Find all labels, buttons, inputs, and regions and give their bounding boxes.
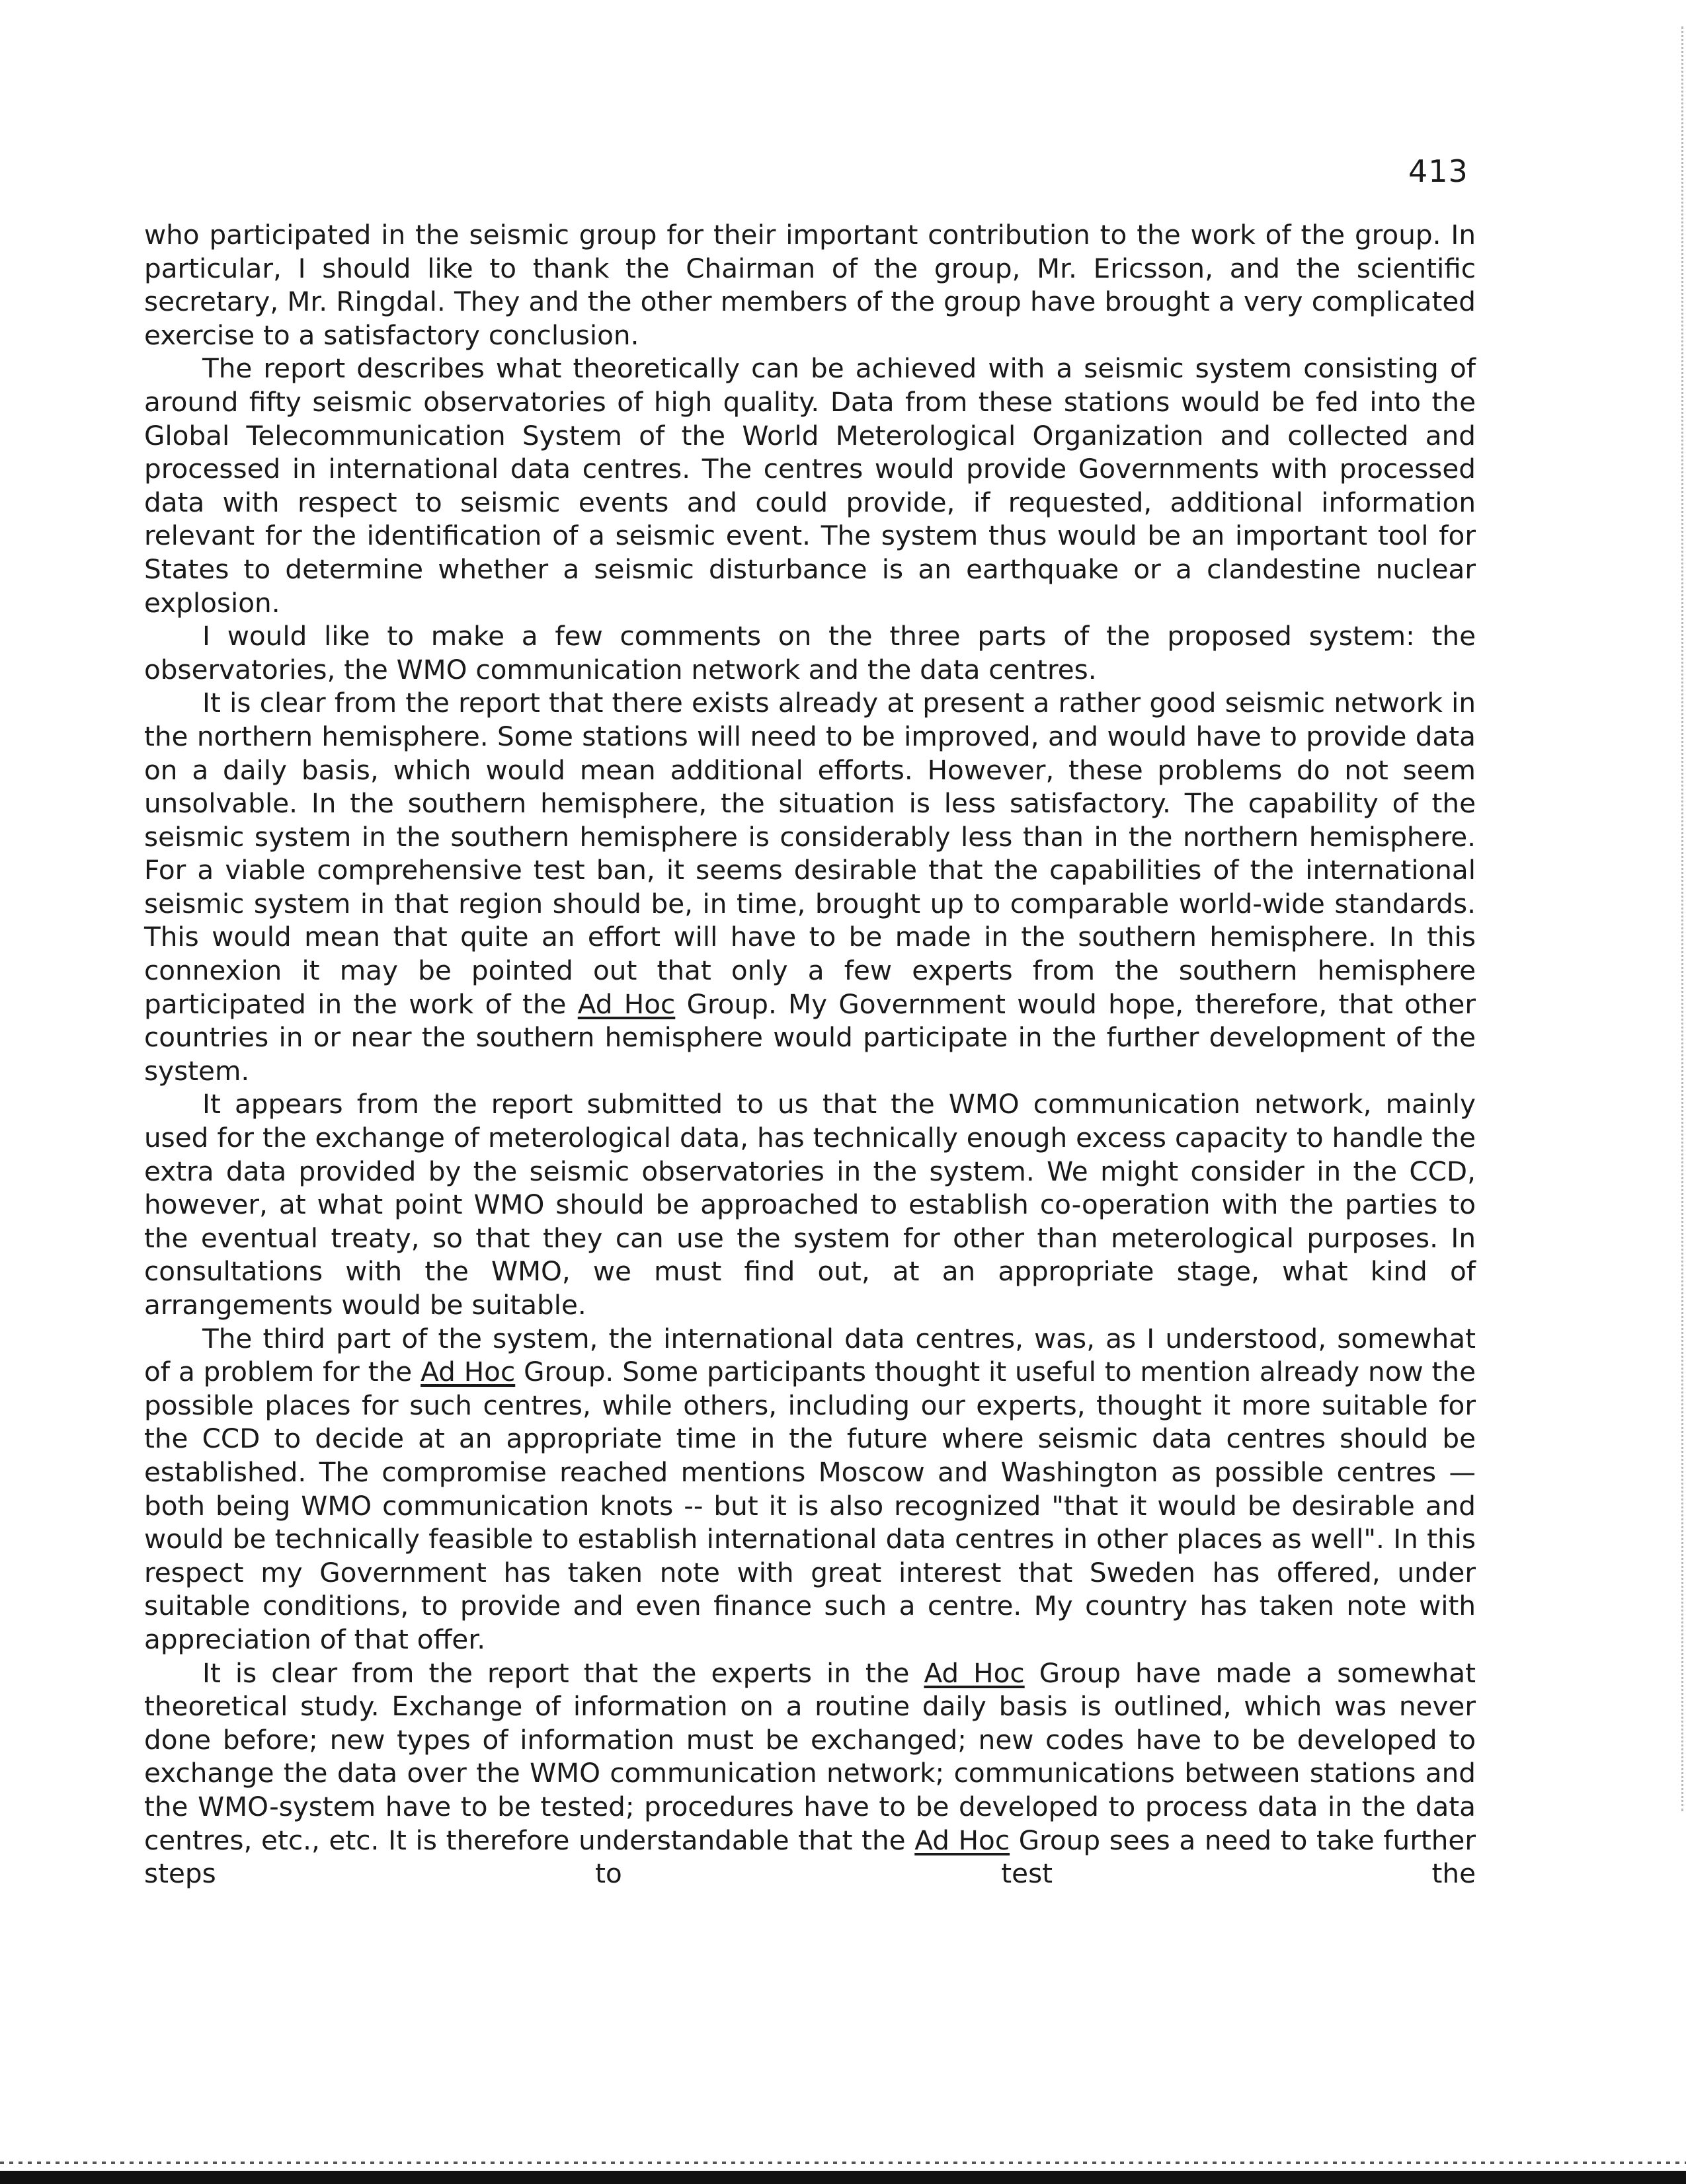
paragraph: It is clear from the report that there exists already at present a rather good seismic network in the northern hemisphere. Some stations will need to be improved, and would have to provide data on a daily basis, which would mean additional efforts. However, these problems do not seem unsolvable. In the southern hemisphere, the situation is less satisfactory. The capability of the seismic system in the southern hemisphere is considerably less than in the northern hemisphere. For a viable comprehensive test ban, it seems desirable that the capabilities of the international seismic system in that region should be, in time, brought up to comparable world-wide standards. This would mean that quite an effort will have to be made in the southern hemisphere. In this connexion it may be pointed out that only a few experts from the southern hemisphere participated in the work of the Ad Hoc Group. My Government would hope, therefore, that other countries in or near the southern hemisphere would participate in the further development of the system. [144,687,1476,1087]
paragraph: The report describes what theoretically can be achieved with a seismic system consisting of around fifty seismic observatories of high quality. Data from these stations would be fed into the Global Telecommunication System of the World Meterological Organization and collected and processed in international data centres. The centres would provide Governments with processed data with respect to seismic events and could provide, if requested, additional information relevant for the identification of a seismic event. The system thus would be an important tool for States to determine whether a seismic disturbance is an earthquake or a clandestine nuclear explosion. [144,352,1476,619]
page-number: 413 [1408,153,1468,189]
paragraph: I would like to make a few comments on the three parts of the proposed system: the observatories, the WMO communication network and the data centres. [144,620,1476,685]
scan-edge-marks [1672,26,1683,1811]
ad-hoc-term: Ad Hoc [924,1657,1025,1689]
scan-bottom-border [0,2171,1686,2184]
ad-hoc-term: Ad Hoc [421,1356,516,1388]
paragraph: The third part of the system, the international data centres, was, as I understood, somewhat of a problem for the Ad Hoc Group. Some participants thought it useful to mention already now the possible places for such centres, while others, including our experts, thought it more suitable for the CCD to decide at an appropriate time in the future where seismic data centres should be established. The compromise reached mentions Moscow and Washington as possible centres — both being WMO communication knots -- but it is also recognized "that it would be desirable and would be technically feasible to establish international data centres in other places as well". In this respect my Government has taken note with great interest that Sweden has offered, under suitable conditions, to provide and even finance such a centre. My country has taken note with appreciation of that offer. [144,1322,1476,1655]
paragraph: It is clear from the report that the experts in the Ad Hoc Group have made a somewhat theoretical study. Exchange of information on a routine daily basis is outlined, which was never done before; new types of information must be exchanged; new codes have to be developed to exchange the data over the WMO communication network; communications between stations and the WMO-system have to be tested; procedures have to be developed to process data in the data centres, etc., etc. It is therefore understandable that the Ad Hoc Group sees a need to take further steps to test the [144,1657,1476,1890]
body-text [144,218,1476,1891]
paragraph: who participated in the seismic group for their important contribution to the work of the group. In particular, I should like to thank the Chairman of the group, Mr. Ericsson, and the scientific secretary, Mr. Ringdal. They and the other members of the group have brought a very complicated exercise to a satisfactory conclusion. [144,219,1476,351]
ad-hoc-term: Ad Hoc [914,1824,1010,1856]
paragraph: It appears from the report submitted to us that the WMO communication network, mainly used for the exchange of meterological data, has technically enough excess capacity to handle the extra data provided by the seismic observatories in the system. We might consider in the CCD, however, at what point WMO should be approached to establish co-operation with the parties to the eventual treaty, so that they can use the system for other than meterological purposes. In consultations with the WMO, we must find out, at an appropriate stage, what kind of arrangements would be suitable. [144,1088,1476,1321]
ad-hoc-term: Ad Hoc [577,988,676,1020]
